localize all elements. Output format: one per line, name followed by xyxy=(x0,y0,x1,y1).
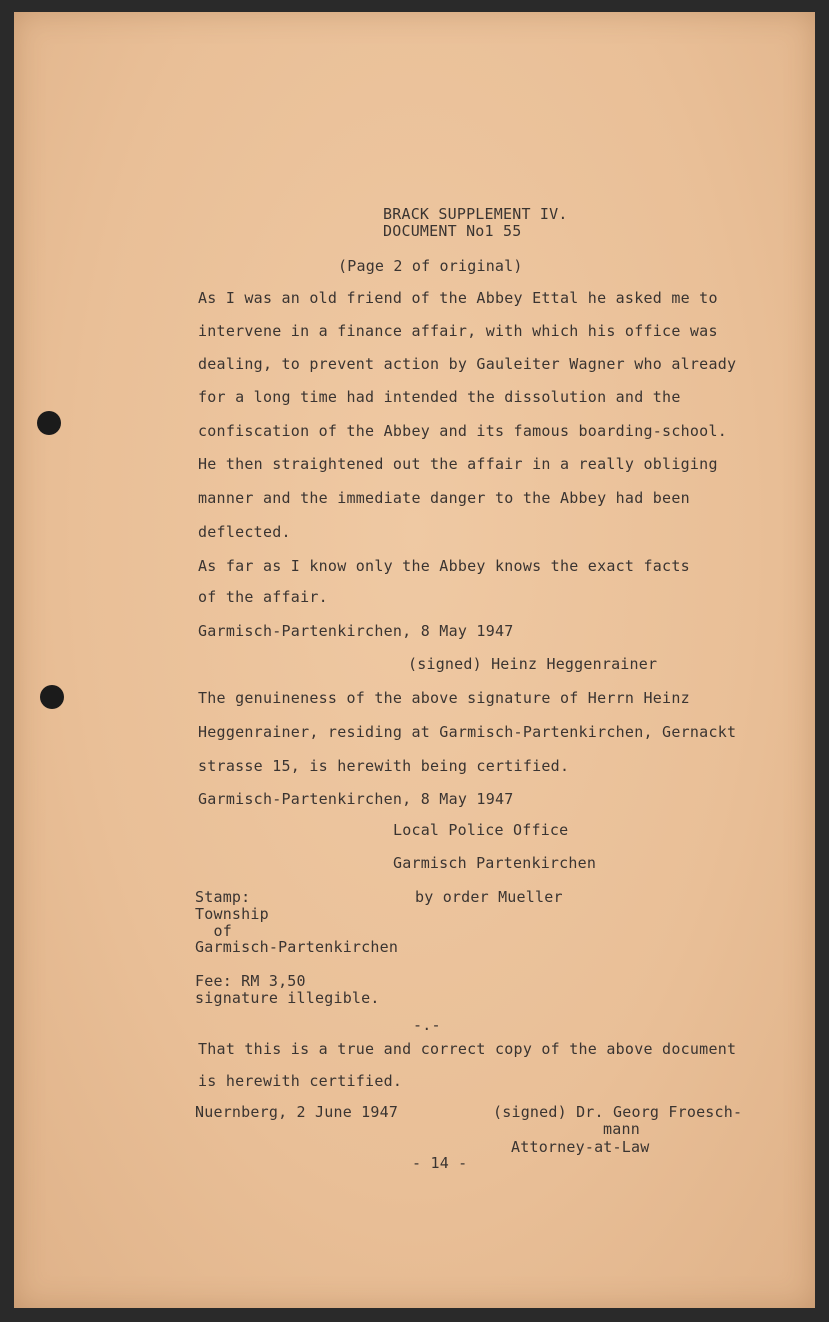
header-title: BRACK SUPPLEMENT IV. xyxy=(383,205,568,223)
signature-froeschmann: Attorney-at-Law xyxy=(511,1138,650,1156)
signature-froeschmann: mann xyxy=(603,1120,640,1138)
certification-line: strasse 15, is herewith being certified. xyxy=(198,757,570,775)
page-note: (Page 2 of original) xyxy=(338,257,523,275)
header-document-number: DOCUMENT No1 55 xyxy=(383,222,522,240)
punch-hole-bottom xyxy=(40,685,64,709)
stamp-line: of xyxy=(195,922,232,940)
paragraph1-line: He then straightened out the affair in a really obliging xyxy=(198,455,718,473)
fee-line: signature illegible. xyxy=(195,989,380,1007)
paragraph1-line: manner and the immediate danger to the Abbey had been xyxy=(198,489,690,507)
office-line-1: Local Police Office xyxy=(393,821,569,839)
certification-line: Heggenrainer, residing at Garmisch-Partenkirchen, Gernackt xyxy=(198,723,737,741)
paragraph2-line: As far as I know only the Abbey knows the exact facts xyxy=(198,557,690,575)
place-date-3: Nuernberg, 2 June 1947 xyxy=(195,1103,399,1121)
paragraph1-line: dealing, to prevent action by Gauleiter Wagner who already xyxy=(198,355,737,373)
place-date-2: Garmisch-Partenkirchen, 8 May 1947 xyxy=(198,790,514,808)
stamp-line: Garmisch-Partenkirchen xyxy=(195,938,399,956)
place-date-1: Garmisch-Partenkirchen, 8 May 1947 xyxy=(198,622,514,640)
certification-line: The genuineness of the above signature of Herrn Heinz xyxy=(198,689,690,707)
page-number: - 14 - xyxy=(412,1154,468,1172)
office-line-2: Garmisch Partenkirchen xyxy=(393,854,597,872)
paragraph2-line: of the affair. xyxy=(198,588,328,606)
signature-froeschmann: (signed) Dr. Georg Froesch- xyxy=(493,1103,743,1121)
signature-heggenrainer: (signed) Heinz Heggenrainer xyxy=(408,655,658,673)
paragraph1-line: As I was an old friend of the Abbey Ettal he asked me to xyxy=(198,289,718,307)
paragraph1-line: for a long time had intended the dissolution and the xyxy=(198,388,681,406)
stamp-line: Stamp: xyxy=(195,888,251,906)
document-page xyxy=(14,12,815,1308)
fee-line: Fee: RM 3,50 xyxy=(195,972,306,990)
true-copy-line: is herewith certified. xyxy=(198,1072,403,1090)
paragraph1-line: intervene in a finance affair, with which his office was xyxy=(198,322,718,340)
separator: -.- xyxy=(413,1016,441,1034)
stamp-line: Township xyxy=(195,905,269,923)
true-copy-line: That this is a true and correct copy of the above document xyxy=(198,1040,737,1058)
paragraph1-line: deflected. xyxy=(198,523,291,541)
paragraph1-line: confiscation of the Abbey and its famous boarding-school. xyxy=(198,422,728,440)
punch-hole-top xyxy=(37,411,61,435)
by-order: by order Mueller xyxy=(415,888,563,906)
